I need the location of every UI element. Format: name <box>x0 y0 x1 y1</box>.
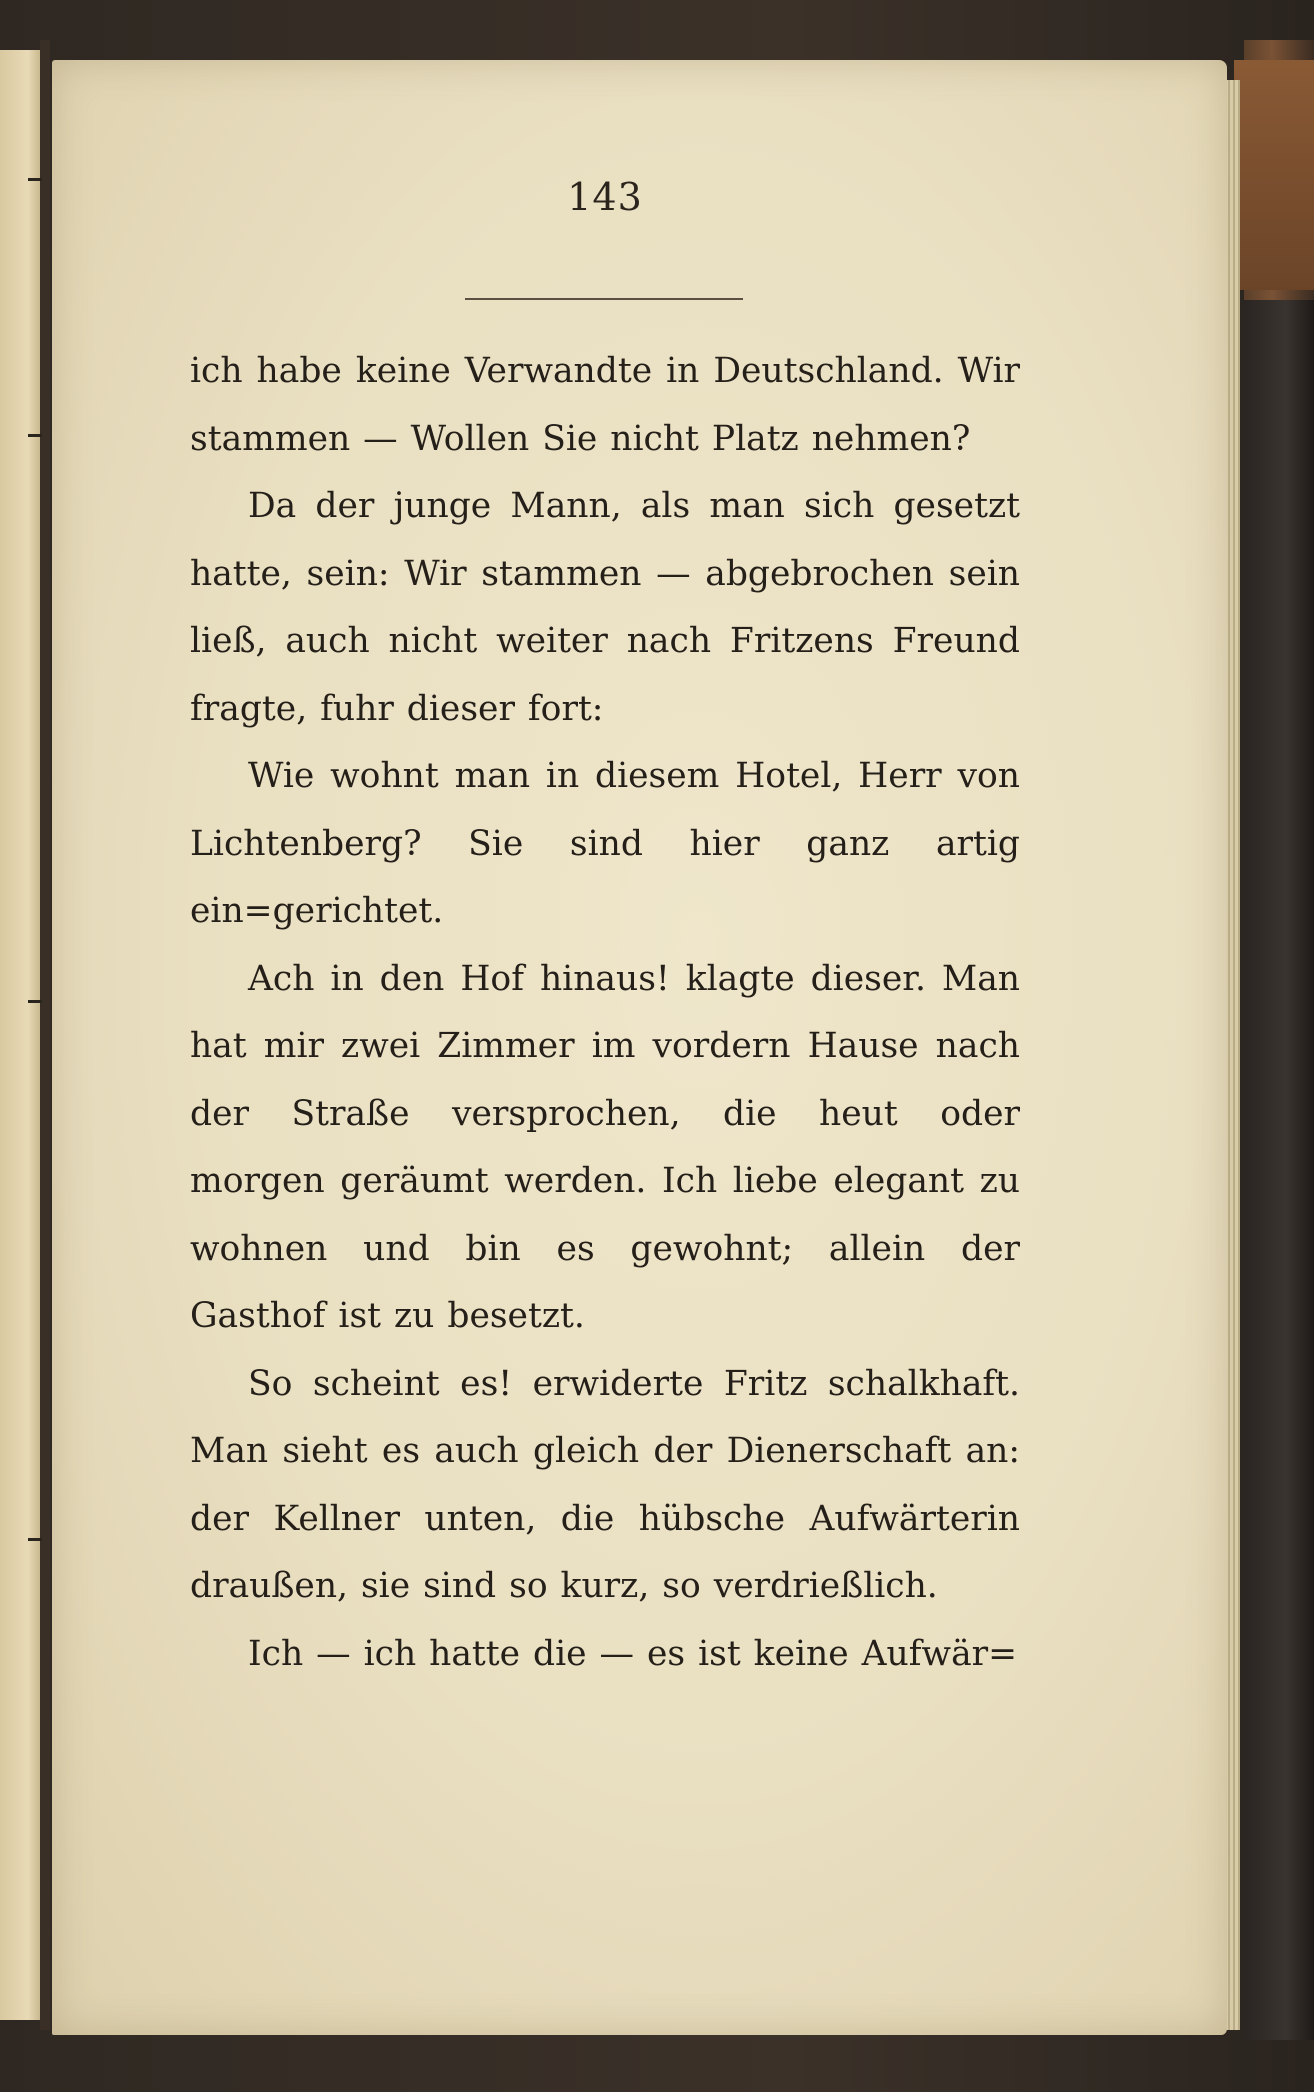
paragraph: Da der junge Mann, als man sich gesetzt hatte, sein: Wir stammen — abgebrochen sein ließ, auch nicht weiter nach Fritzens Freund fragte, fuhr dieser fort: <box>190 486 1020 729</box>
paragraph: ich habe keine Verwandte in Deutschland. Wir stammen — Wollen Sie nicht Platz nehmen? <box>190 351 1020 459</box>
page-number: 143 <box>567 175 643 219</box>
previous-page-edge <box>0 50 42 2020</box>
margin-tick <box>28 178 42 181</box>
book-cover-corner <box>1234 60 1314 290</box>
margin-tick <box>28 434 42 437</box>
paragraph: So scheint es! erwiderte Fritz schalkhaft. Man sieht es auch gleich der Dienerschaft an: der Kellner unten, die hübsche Aufwärterin draußen, sie sind so kurz, so verdrießlich. <box>190 1363 1020 1606</box>
margin-tick <box>28 1000 42 1003</box>
header-rule <box>465 298 743 300</box>
margin-tick <box>28 1538 42 1541</box>
paragraph: Ich — ich hatte die — es ist keine Aufwär= <box>248 1633 1018 1674</box>
paragraph: Wie wohnt man in diesem Hotel, Herr von Lichtenberg? Sie sind hier ganz artig ein=gerichtet. <box>190 756 1020 931</box>
paragraph: Ach in den Hof hinaus! klagte dieser. Man hat mir zwei Zimmer im vordern Hause nach der Straße versprochen, die heut oder morgen geräumt werden. Ich liebe elegant zu wohnen und bin es gewohnt; allein der Gasthof ist zu besetzt. <box>190 958 1020 1336</box>
page-body-text <box>190 338 1020 1688</box>
book-spine-gap <box>40 40 50 2030</box>
book-cover-lower <box>1244 300 1314 2040</box>
